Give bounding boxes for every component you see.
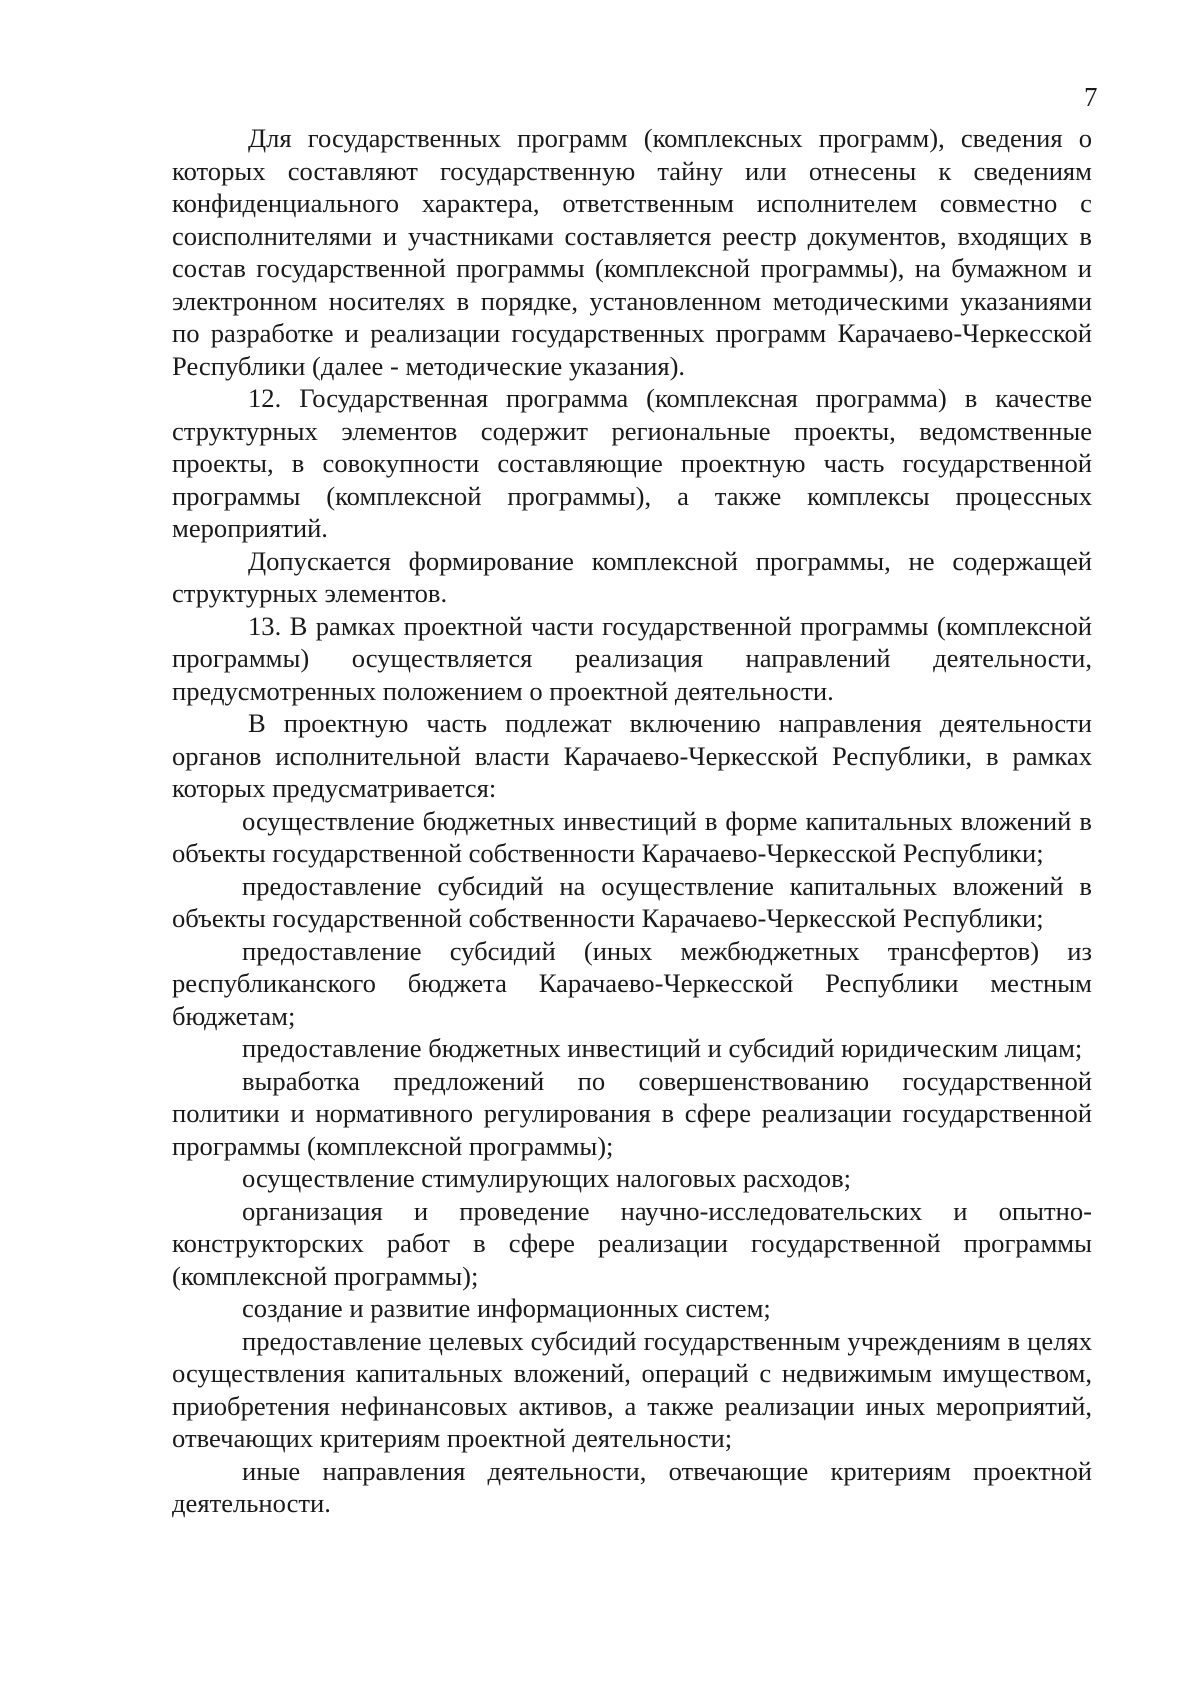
page-number: 7 (1084, 82, 1098, 112)
list-item-other-directions: иные направления деятельности, отвечающие критериям проектной деятельности. (172, 1455, 1092, 1518)
list-item-tax-expenditures: осуществление стимулирующих налоговых расходов; (242, 1163, 852, 1193)
list-item-legal-entity-subsidies: предоставление бюджетных инвестиций и субсидий юридическим лицам; (242, 1033, 1083, 1063)
list-item-capital-subsidies: предоставление субсидий на осуществление капитальных вложений в объекты государственной собственности Карачаево-Черкесской Республики; (172, 870, 1092, 933)
paragraph-item-12-structure: 12. Государственная программа (комплексная программа) в качестве структурных элементов содержит региональные проекты, ведомственные проекты, в совокупности составляющие проектную часть государственной программы (комплексной программы), а также комплексы процессных мероприятий. (172, 383, 1092, 543)
list-item-interbudget-transfers: предоставление субсидий (иных межбюджетных трансфертов) из республиканского бюджета Карачаево-Черкесской Республики местным бюджетам; (172, 935, 1092, 1031)
list-item-targeted-subsidies: предоставление целевых субсидий государственным учреждениям в целях осуществления капитальных вложений, операций с недвижимым имуществом, приобретения нефинансовых активов, а также реализации иных мероприятий, отвечающих критериям проектной деятельности; (172, 1325, 1092, 1453)
paragraph-no-structural-elements: Допускается формирование комплексной программы, не содержащей структурных элементов. (172, 545, 1092, 608)
paragraph-project-part-includes: В проектную часть подлежат включению направления деятельности органов исполнительной власти Карачаево-Черкесской Республики, в рамках которых предусматривается: (172, 708, 1092, 803)
list-item-policy-proposals: выработка предложений по совершенствованию государственной политики и нормативного регулирования в сфере реализации государственной программы (комплексной программы); (172, 1065, 1092, 1161)
document-body (172, 122, 1092, 1520)
list-item-research-works: организация и проведение научно-исследовательских и опытно-конструкторских работ в сфере реализации государственной программы (комплексной программы); (172, 1195, 1092, 1291)
paragraph-secret-programs-registry: Для государственных программ (комплексных программ), сведения о которых составляют государственную тайну или отнесены к сведениям конфиденциального характера, ответственным исполнителем совместно с соисполнителями и участниками составляется реестр документов, входящих в состав государственной программы (комплексной программы), на бумажном и электронном носителях в порядке, установленном методическими указаниями по разработке и реализации государственных программ Карачаево-Черкесской Республики (далее - методические указания). (172, 123, 1092, 381)
list-item-information-systems: создание и развитие информационных систем; (242, 1293, 771, 1323)
list-item-budget-investments: осуществление бюджетных инвестиций в форме капитальных вложений в объекты государственной собственности Карачаево-Черкесской Республики; (172, 805, 1092, 868)
paragraph-item-13-project-part: 13. В рамках проектной части государственной программы (комплексной программы) осуществляется реализация направлений деятельности, предусмотренных положением о проектной деятельности. (172, 610, 1092, 706)
